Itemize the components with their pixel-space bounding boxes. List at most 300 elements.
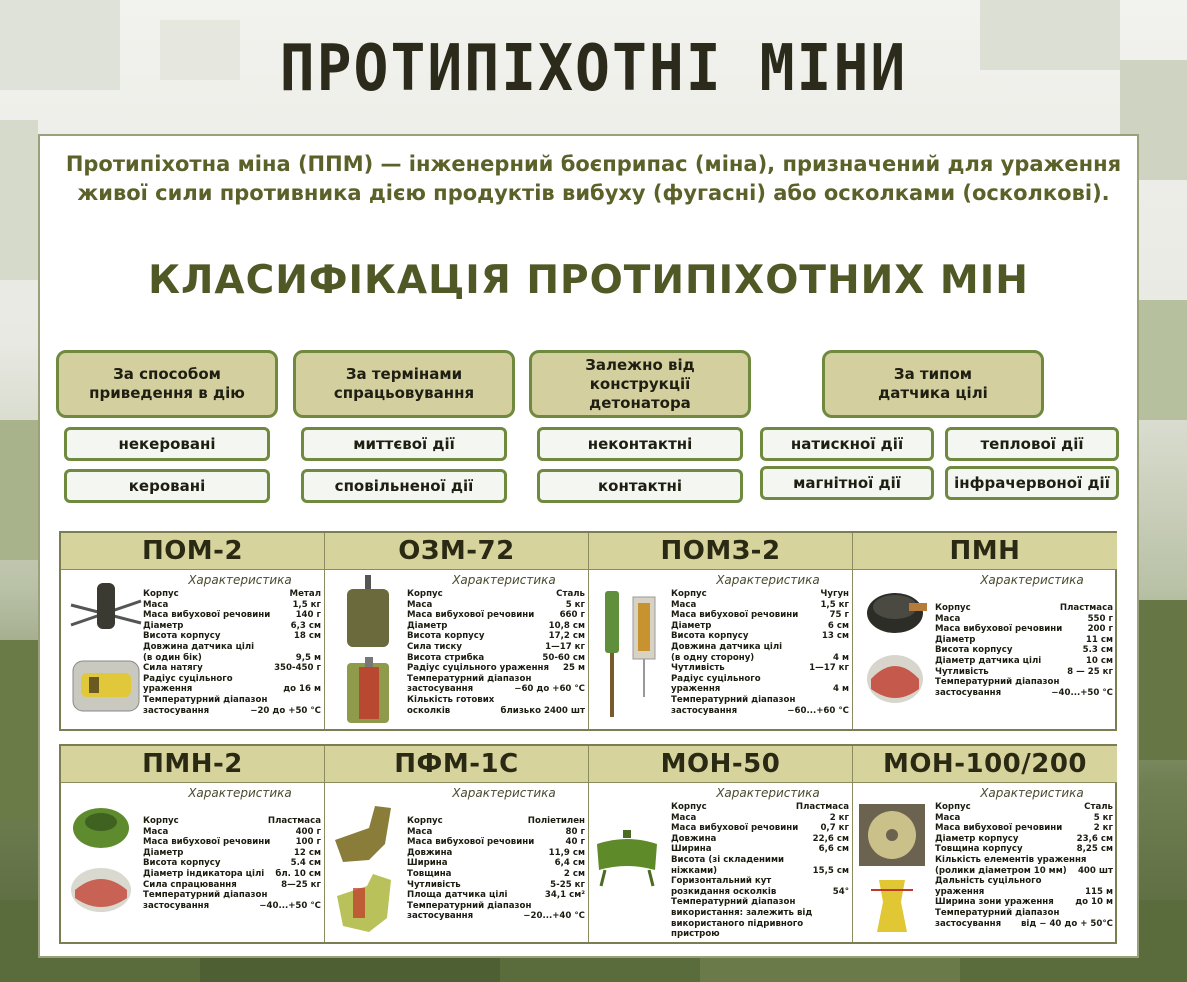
mon50-image <box>593 826 663 896</box>
spec-row <box>143 706 321 717</box>
spec-row <box>671 876 849 887</box>
spec-label: ураження <box>671 684 721 695</box>
spec-value <box>845 642 849 653</box>
spec-label: Маса <box>143 826 169 837</box>
spec-label: Чутливість <box>935 666 989 677</box>
spec-label: Маса вибухової речовини <box>143 610 271 621</box>
spec-value <box>1109 908 1113 919</box>
spec-value: 5-25 кг <box>550 879 585 890</box>
characteristics-label: Характеристика <box>452 786 556 800</box>
spec-label: (в один бік) <box>143 652 202 663</box>
category-timing: За термінами спрацьовування <box>293 350 515 418</box>
spec-label: Температурний діапазон <box>407 673 532 684</box>
mine-row-2 <box>59 744 1117 944</box>
spec-label: ураження <box>935 886 985 897</box>
spec-value <box>317 674 321 685</box>
spec-label: застосування <box>935 918 1002 929</box>
spec-label: Висота корпусу <box>143 631 221 642</box>
spec-label: Маса <box>407 826 433 837</box>
spec-value: 1,5 кг <box>292 599 321 610</box>
intro-text: Протипіхотна міна (ППМ) — інженерний боєприпас (міна), призначений для ураження живої сили противника дією продуктів вибуху (фугасні) або осколками (осколкові). <box>65 152 1122 205</box>
spec-label: Маса вибухової речовини <box>143 837 271 848</box>
option-instant: миттєвої дії <box>301 427 507 461</box>
spec-label: Діаметр <box>407 620 448 631</box>
spec-value: 0,7 кг <box>820 823 849 834</box>
option-thermal: теплової дії <box>945 427 1119 461</box>
spec-label: Радіус суцільного <box>143 673 233 684</box>
characteristics-label: Характеристика <box>980 573 1084 587</box>
spec-label: Корпус <box>143 816 179 826</box>
spec-label: Ширина <box>671 844 712 855</box>
spec-value: до 16 м <box>283 684 321 695</box>
classification-title: КЛАСИФІКАЦІЯ ПРОТИПІХОТНИХ МІН <box>148 258 1029 303</box>
spec-value: 5 кг <box>1093 812 1113 823</box>
mine-name: ПФМ-1С <box>325 746 588 783</box>
option-pressure: натискної дії <box>760 427 934 461</box>
characteristics-table <box>935 603 1113 698</box>
spec-row <box>407 827 585 838</box>
spec-row <box>935 919 1113 930</box>
spec-value <box>845 695 849 706</box>
spec-row <box>671 887 849 898</box>
characteristics-table <box>407 589 585 716</box>
spec-label: Діаметр індикатора цілі <box>143 868 265 879</box>
spec-label: Діаметр <box>143 847 184 858</box>
spec-value: 660 г <box>559 610 585 621</box>
spec-row <box>671 813 849 824</box>
spec-label: Радіус суцільного <box>671 673 761 684</box>
spec-label: Температурний діапазон <box>143 890 268 901</box>
spec-row <box>143 684 321 695</box>
spec-value <box>581 901 585 912</box>
spec-label: Маса вибухової речовини <box>671 610 799 621</box>
spec-label: використання: залежить від <box>671 907 813 918</box>
spec-value: 10 см <box>1085 655 1113 666</box>
spec-row <box>407 684 585 695</box>
spec-label: Горизонтальний кут <box>671 876 772 887</box>
spec-value <box>317 695 321 706</box>
spec-label: Маса <box>143 599 169 610</box>
spec-label: Чутливість <box>407 879 461 890</box>
spec-value: 13 см <box>821 631 849 642</box>
spec-value: 200 г <box>1087 624 1113 635</box>
spec-row <box>671 919 849 940</box>
spec-label: Діаметр корпусу <box>935 833 1019 844</box>
spec-value: −60 до +60 °C <box>514 684 585 695</box>
spec-value: 5 кг <box>565 599 585 610</box>
spec-row <box>407 642 585 653</box>
option-guided: керовані <box>64 469 270 503</box>
spec-label: Маса <box>671 599 697 610</box>
spec-value: 6 см <box>827 620 849 631</box>
characteristics-table <box>143 816 321 911</box>
mine-name: ПОМ-2 <box>61 533 324 570</box>
spec-row <box>143 600 321 611</box>
spec-label: (в одну сторону) <box>671 652 755 663</box>
spec-label: Маса вибухової речовини <box>407 837 535 848</box>
spec-row <box>143 631 321 642</box>
spec-value: 2 см <box>563 868 585 879</box>
spec-row <box>143 674 321 685</box>
spec-row <box>671 897 849 908</box>
spec-value <box>1109 876 1113 887</box>
spec-row <box>407 858 585 869</box>
spec-label: Кількість готових <box>407 694 495 705</box>
characteristics-label: Характеристика <box>188 786 292 800</box>
characteristics-table <box>407 816 585 922</box>
spec-row <box>935 688 1113 699</box>
spec-label: Маса <box>671 812 697 823</box>
spec-row <box>935 614 1113 625</box>
spec-label: Дальність суцільного <box>935 876 1042 887</box>
spec-row <box>935 866 1113 877</box>
spec-value: 15,5 см <box>812 865 849 876</box>
spec-row <box>671 610 849 621</box>
mon100-image <box>857 802 927 938</box>
spec-row <box>407 848 585 859</box>
spec-label: Сила натягу <box>143 663 203 674</box>
spec-value: Чугун <box>820 589 849 599</box>
mine-name: ОЗМ-72 <box>325 533 588 570</box>
spec-value: Сталь <box>1084 802 1113 812</box>
spec-value: 25 м <box>563 663 585 674</box>
spec-value: 10,8 см <box>548 620 585 631</box>
spec-value <box>581 674 585 685</box>
spec-value: до 10 м <box>1075 897 1113 908</box>
spec-value: 8—25 кг <box>281 879 321 890</box>
spec-value: −20...+40 °C <box>523 911 585 922</box>
spec-label: Висота стрибка <box>407 652 485 663</box>
spec-label: застосування <box>935 687 1002 698</box>
spec-value <box>845 674 849 685</box>
spec-row <box>671 866 849 877</box>
spec-row <box>143 663 321 674</box>
spec-row <box>935 834 1113 845</box>
spec-value: Поліетилен <box>527 816 585 826</box>
spec-value: 34,1 см² <box>544 890 585 901</box>
mine-card-pfm1s <box>325 746 589 942</box>
characteristics-table <box>671 589 849 716</box>
option-delayed: сповільненої дії <box>301 469 507 503</box>
option-contact: контактні <box>537 469 743 503</box>
spec-value: 100 г <box>295 837 321 848</box>
spec-row <box>407 890 585 901</box>
spec-label: Температурний діапазон <box>935 677 1060 688</box>
spec-label: ураження <box>143 684 193 695</box>
spec-label: Кількість елементів ураження <box>935 854 1087 865</box>
spec-label: Діаметр датчика цілі <box>935 655 1042 666</box>
spec-value: 550 г <box>1087 613 1113 624</box>
spec-row <box>143 858 321 869</box>
spec-label: Висота (зі складеними <box>671 854 784 865</box>
spec-label: Висота корпусу <box>935 645 1013 656</box>
spec-value: близько 2400 шт <box>500 705 585 716</box>
spec-label: Маса <box>935 613 961 624</box>
spec-value: 4 м <box>833 652 849 663</box>
spec-label: Діаметр <box>671 620 712 631</box>
spec-label: Сила спрацювання <box>143 879 237 890</box>
option-unguided: некеровані <box>64 427 270 461</box>
spec-label: (ролики діаметром 10 мм) <box>935 865 1067 876</box>
spec-value: бл. 10 см <box>275 868 321 879</box>
spec-row <box>935 802 1113 813</box>
spec-label: розкидання осколків <box>671 886 777 897</box>
spec-row <box>143 837 321 848</box>
spec-value: 23,6 см <box>1076 833 1113 844</box>
spec-row <box>407 621 585 632</box>
spec-row <box>407 880 585 891</box>
spec-value: −40...+50 °C <box>259 900 321 911</box>
spec-label: Чутливість <box>671 663 725 674</box>
spec-value: 54° <box>832 886 849 897</box>
category-sensor: За типом датчика цілі <box>822 350 1044 418</box>
spec-value <box>1109 855 1113 866</box>
characteristics-label: Характеристика <box>716 786 820 800</box>
spec-value: 1—17 кг <box>545 641 585 652</box>
spec-value: 8 — 25 кг <box>1067 666 1113 677</box>
spec-row <box>143 695 321 706</box>
spec-row <box>143 621 321 632</box>
option-magnetic: магнітної дії <box>760 466 934 500</box>
spec-row <box>671 706 849 717</box>
spec-row <box>671 674 849 685</box>
spec-row <box>143 848 321 859</box>
spec-value: −20 до +50 °C <box>250 705 321 716</box>
spec-value <box>845 908 849 919</box>
mine-card-mon100-200 <box>853 746 1117 942</box>
spec-label: Ширина <box>407 858 448 869</box>
spec-row <box>935 855 1113 866</box>
spec-value <box>845 876 849 887</box>
spec-label: Температурний діапазон <box>407 900 532 911</box>
spec-value: 5.4 см <box>290 858 321 869</box>
category-detonator: Залежно від конструкції детонатора <box>529 350 751 418</box>
spec-row <box>671 621 849 632</box>
mine-name: ПОМЗ-2 <box>589 533 852 570</box>
spec-label: ніжками) <box>671 865 718 876</box>
spec-row <box>935 876 1113 887</box>
mine-name: ПМН <box>853 533 1117 570</box>
mine-name: МОН-50 <box>589 746 852 783</box>
spec-value: Пластмаса <box>795 802 849 812</box>
spec-value: 400 г <box>295 826 321 837</box>
spec-value <box>581 695 585 706</box>
spec-row <box>407 869 585 880</box>
category-activation: За способом приведення в дію <box>56 350 278 418</box>
spec-label: Маса вибухової речовини <box>935 624 1063 635</box>
spec-label: застосування <box>143 705 210 716</box>
spec-row <box>407 600 585 611</box>
spec-row <box>407 610 585 621</box>
spec-row <box>671 589 849 600</box>
pmn2-image <box>67 802 137 932</box>
spec-label: Температурний діапазон <box>671 694 796 705</box>
spec-value: від − 40 до + 50°C <box>1020 918 1113 929</box>
characteristics-table <box>143 589 321 716</box>
mine-card-pom2 <box>61 533 325 729</box>
mine-card-ozm72 <box>325 533 589 729</box>
spec-value: 17,2 см <box>548 631 585 642</box>
spec-row <box>935 897 1113 908</box>
spec-row <box>671 663 849 674</box>
spec-row <box>407 663 585 674</box>
spec-row <box>143 890 321 901</box>
spec-row <box>143 589 321 600</box>
spec-label: Довжина датчика цілі <box>671 641 783 652</box>
spec-row <box>407 674 585 685</box>
spec-row <box>143 869 321 880</box>
spec-label: Товщина <box>407 868 452 879</box>
mine-card-pmn <box>853 533 1117 729</box>
spec-label: Температурний діапазон <box>143 694 268 705</box>
spec-label: Довжина <box>407 847 453 858</box>
spec-row <box>935 635 1113 646</box>
spec-row <box>407 695 585 706</box>
spec-row <box>143 816 321 827</box>
spec-value: 40 г <box>565 837 585 848</box>
spec-row <box>143 642 321 653</box>
page-title: ПРОТИПІХОТНІ МІНИ <box>279 30 908 106</box>
spec-value: 2 кг <box>829 812 849 823</box>
spec-value <box>317 642 321 653</box>
spec-label: осколків <box>407 705 451 716</box>
pmn-image <box>861 583 931 723</box>
characteristics-table <box>935 802 1113 929</box>
spec-value: 4 м <box>833 684 849 695</box>
spec-value: 2 кг <box>1093 823 1113 834</box>
spec-value: 1—17 кг <box>809 663 849 674</box>
spec-value: 115 м <box>1085 886 1113 897</box>
spec-value: 75 г <box>829 610 849 621</box>
spec-row <box>407 631 585 642</box>
spec-value: Пластмаса <box>1059 603 1113 613</box>
spec-label: використаного підривного пристрою <box>671 918 804 940</box>
spec-value: 9,5 м <box>295 652 321 663</box>
spec-label: Маса <box>935 812 961 823</box>
spec-value: 6,4 см <box>554 858 585 869</box>
spec-row <box>407 653 585 664</box>
ozm72-image <box>339 573 403 727</box>
spec-label: Корпус <box>935 802 971 812</box>
spec-value: 12 см <box>293 847 321 858</box>
spec-label: Температурний діапазон <box>671 897 796 908</box>
spec-label: Маса вибухової речовини <box>935 823 1063 834</box>
mine-name: ПМН-2 <box>61 746 324 783</box>
pfm1s-image <box>329 800 403 940</box>
spec-row <box>935 677 1113 688</box>
spec-row <box>143 653 321 664</box>
option-infrared: інфрачервоної дії <box>945 466 1119 500</box>
spec-row <box>671 631 849 642</box>
spec-value: −40...+50 °C <box>1051 687 1113 698</box>
spec-row <box>407 589 585 600</box>
spec-row <box>671 684 849 695</box>
characteristics-label: Характеристика <box>716 573 820 587</box>
spec-value <box>317 890 321 901</box>
spec-row <box>671 600 849 611</box>
spec-value: −60...+60 °C <box>787 705 849 716</box>
characteristics-table <box>671 802 849 940</box>
spec-label: застосування <box>671 705 738 716</box>
spec-label: Радіус суцільного ураження <box>407 663 549 674</box>
spec-value: 8,25 см <box>1076 844 1113 855</box>
spec-row <box>935 667 1113 678</box>
spec-label: Маса вибухової речовини <box>671 823 799 834</box>
spec-value: 400 шт <box>1077 865 1113 876</box>
spec-row <box>407 911 585 922</box>
spec-value: 80 г <box>565 826 585 837</box>
spec-value: 50-60 см <box>542 652 585 663</box>
spec-value: 1,5 кг <box>820 599 849 610</box>
spec-value: Метал <box>289 589 321 599</box>
spec-row <box>671 823 849 834</box>
spec-row <box>935 823 1113 834</box>
spec-row <box>407 837 585 848</box>
spec-row <box>407 706 585 717</box>
spec-row <box>671 642 849 653</box>
spec-value: 140 г <box>295 610 321 621</box>
spec-label: застосування <box>143 900 210 911</box>
spec-row <box>407 816 585 827</box>
spec-label: Корпус <box>671 589 707 599</box>
spec-row <box>671 695 849 706</box>
spec-row <box>143 901 321 912</box>
spec-row <box>935 624 1113 635</box>
spec-label: Корпус <box>671 802 707 812</box>
pomz2-image <box>595 577 669 727</box>
spec-label: застосування <box>407 684 474 695</box>
spec-value: 18 см <box>293 631 321 642</box>
spec-value <box>845 897 849 908</box>
spec-label: Висота корпусу <box>143 858 221 869</box>
spec-row <box>671 844 849 855</box>
spec-label: Довжина <box>671 833 717 844</box>
spec-value: Сталь <box>556 589 585 599</box>
spec-label: Маса вибухової речовини <box>407 610 535 621</box>
spec-label: Товщина корпусу <box>935 844 1023 855</box>
spec-label: Діаметр <box>143 620 184 631</box>
spec-row <box>935 603 1113 614</box>
spec-row <box>671 855 849 866</box>
mine-card-mon50 <box>589 746 853 942</box>
spec-value: 6,6 см <box>818 844 849 855</box>
spec-value <box>1109 677 1113 688</box>
spec-value <box>845 855 849 866</box>
spec-row <box>407 901 585 912</box>
spec-row <box>143 827 321 838</box>
spec-value: 22,6 см <box>812 833 849 844</box>
spec-row <box>935 887 1113 898</box>
spec-label: Корпус <box>935 603 971 613</box>
spec-label: Сила тиску <box>407 641 462 652</box>
spec-label: Висота корпусу <box>407 631 485 642</box>
spec-value: 11 см <box>1085 634 1113 645</box>
mine-name: МОН-100/200 <box>853 746 1117 783</box>
spec-row <box>935 813 1113 824</box>
mine-row-1 <box>59 531 1117 731</box>
spec-label: Діаметр <box>935 634 976 645</box>
spec-value <box>845 919 849 940</box>
spec-label: Корпус <box>407 816 443 826</box>
spec-row <box>935 645 1113 656</box>
option-noncontact: неконтактні <box>537 427 743 461</box>
spec-label: Ширина зони ураження <box>935 897 1054 908</box>
spec-label: Маса <box>407 599 433 610</box>
spec-label: Довжина датчика цілі <box>143 641 255 652</box>
mine-card-pmn2 <box>61 746 325 942</box>
spec-row <box>935 908 1113 919</box>
spec-row <box>143 610 321 621</box>
